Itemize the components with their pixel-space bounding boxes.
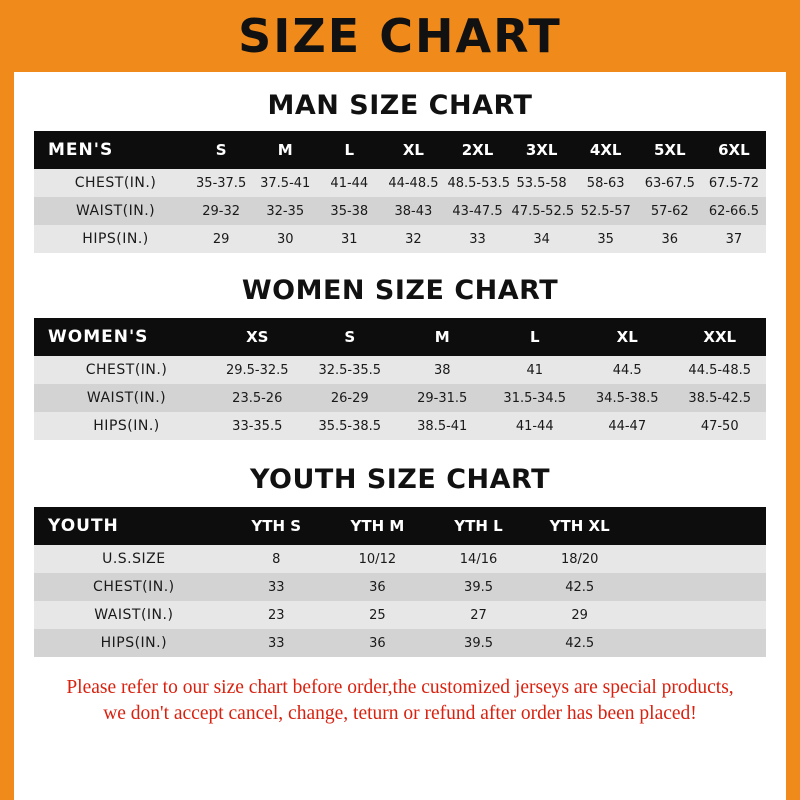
youth-corner-label: YOUTH — [34, 507, 226, 545]
man-chest-m: 37.5-41 — [253, 169, 317, 197]
women-hips-m: 38.5-41 — [396, 412, 488, 440]
women-row-label-chest: CHEST(IN.) — [34, 356, 211, 384]
youth-hips-m: 36 — [327, 629, 428, 657]
page-title: SIZE CHART — [238, 9, 562, 63]
man-hips-l: 31 — [317, 225, 381, 253]
youth-col-xl: YTH XL — [529, 507, 630, 545]
man-row-label-chest: CHEST(IN.) — [34, 169, 189, 197]
man-col-l: L — [317, 131, 381, 169]
youth-col-m: YTH M — [327, 507, 428, 545]
women-hips-xs: 33-35.5 — [211, 412, 303, 440]
table-row — [34, 601, 766, 629]
youth-table-body — [34, 545, 766, 657]
women-col-s: S — [304, 318, 396, 356]
youth-ussize-s: 8 — [226, 545, 327, 573]
women-col-xs: XS — [211, 318, 303, 356]
women-waist-l: 31.5-34.5 — [488, 384, 580, 412]
youth-col-s: YTH S — [226, 507, 327, 545]
man-corner-label: MEN'S — [34, 131, 189, 169]
man-waist-l: 35-38 — [317, 197, 381, 225]
section-youth — [34, 464, 766, 657]
youth-hips-spacer — [630, 629, 766, 657]
women-waist-xs: 23.5-26 — [211, 384, 303, 412]
youth-waist-l: 27 — [428, 601, 529, 629]
man-hips-m: 30 — [253, 225, 317, 253]
man-col-2xl: 2XL — [445, 131, 509, 169]
man-waist-xl: 38-43 — [381, 197, 445, 225]
youth-hips-xl: 42.5 — [529, 629, 630, 657]
women-waist-xl: 34.5-38.5 — [581, 384, 673, 412]
man-chest-4xl: 58-63 — [574, 169, 638, 197]
table-header-row — [34, 507, 766, 545]
youth-col-l: YTH L — [428, 507, 529, 545]
man-hips-2xl: 33 — [445, 225, 509, 253]
youth-hips-s: 33 — [226, 629, 327, 657]
man-waist-4xl: 52.5-57 — [574, 197, 638, 225]
man-chest-6xl: 67.5-72 — [702, 169, 766, 197]
man-col-5xl: 5XL — [638, 131, 702, 169]
man-size-table — [34, 131, 766, 253]
man-col-m: M — [253, 131, 317, 169]
footer-note-line-2: we don't accept cancel, change, teturn or refund after order has been placed! — [103, 703, 697, 725]
women-hips-l: 41-44 — [488, 412, 580, 440]
youth-table-header — [34, 507, 766, 545]
section-man — [34, 90, 766, 253]
man-hips-s: 29 — [189, 225, 253, 253]
women-hips-xl: 44-47 — [581, 412, 673, 440]
man-hips-xl: 32 — [381, 225, 445, 253]
man-chest-2xl: 48.5-53.5 — [445, 169, 509, 197]
youth-waist-xl: 29 — [529, 601, 630, 629]
women-col-l: L — [488, 318, 580, 356]
youth-ussize-l: 14/16 — [428, 545, 529, 573]
footer-note-line-1: Please refer to our size chart before order,the customized jerseys are special products, — [66, 677, 734, 698]
women-waist-xxl: 38.5-42.5 — [673, 384, 766, 412]
women-chest-s: 32.5-35.5 — [304, 356, 396, 384]
women-chest-l: 41 — [488, 356, 580, 384]
man-table-body — [34, 169, 766, 253]
man-waist-2xl: 43-47.5 — [445, 197, 509, 225]
youth-chest-m: 36 — [327, 573, 428, 601]
man-hips-3xl: 34 — [510, 225, 574, 253]
man-hips-4xl: 35 — [574, 225, 638, 253]
women-col-m: M — [396, 318, 488, 356]
table-row — [34, 545, 766, 573]
youth-row-label-ussize: U.S.SIZE — [34, 545, 226, 573]
women-hips-xxl: 47-50 — [673, 412, 766, 440]
youth-waist-m: 25 — [327, 601, 428, 629]
women-col-xl: XL — [581, 318, 673, 356]
man-hips-5xl: 36 — [638, 225, 702, 253]
youth-waist-s: 23 — [226, 601, 327, 629]
women-row-label-hips: HIPS(IN.) — [34, 412, 211, 440]
table-row — [34, 169, 766, 197]
table-row — [34, 225, 766, 253]
women-waist-s: 26-29 — [304, 384, 396, 412]
table-row — [34, 197, 766, 225]
youth-col-spacer — [630, 507, 766, 545]
man-waist-s: 29-32 — [189, 197, 253, 225]
section-title-youth: YOUTH SIZE CHART — [249, 464, 551, 495]
man-waist-5xl: 57-62 — [638, 197, 702, 225]
women-corner-label: WOMEN'S — [34, 318, 211, 356]
man-col-xl: XL — [381, 131, 445, 169]
table-header-row — [34, 318, 766, 356]
section-women — [34, 275, 766, 440]
man-col-s: S — [189, 131, 253, 169]
youth-row-label-hips: HIPS(IN.) — [34, 629, 226, 657]
women-table-header — [34, 318, 766, 356]
women-waist-m: 29-31.5 — [396, 384, 488, 412]
youth-chest-spacer — [630, 573, 766, 601]
section-title-women: WOMEN SIZE CHART — [241, 275, 559, 306]
man-chest-3xl: 53.5-58 — [510, 169, 574, 197]
women-chest-xxl: 44.5-48.5 — [673, 356, 766, 384]
women-col-xxl: XXL — [673, 318, 766, 356]
youth-row-label-waist: WAIST(IN.) — [34, 601, 226, 629]
women-chest-m: 38 — [396, 356, 488, 384]
women-chest-xs: 29.5-32.5 — [211, 356, 303, 384]
footer-note — [34, 675, 766, 728]
youth-ussize-m: 10/12 — [327, 545, 428, 573]
table-header-row — [34, 131, 766, 169]
table-row — [34, 573, 766, 601]
youth-chest-s: 33 — [226, 573, 327, 601]
content-area — [14, 90, 786, 728]
youth-size-table — [34, 507, 766, 657]
man-hips-6xl: 37 — [702, 225, 766, 253]
man-col-4xl: 4XL — [574, 131, 638, 169]
youth-chest-l: 39.5 — [428, 573, 529, 601]
table-row — [34, 412, 766, 440]
youth-waist-spacer — [630, 601, 766, 629]
man-waist-m: 32-35 — [253, 197, 317, 225]
youth-chest-xl: 42.5 — [529, 573, 630, 601]
man-col-6xl: 6XL — [702, 131, 766, 169]
man-chest-l: 41-44 — [317, 169, 381, 197]
youth-ussize-spacer — [630, 545, 766, 573]
man-table-header — [34, 131, 766, 169]
youth-row-label-chest: CHEST(IN.) — [34, 573, 226, 601]
section-title-man: MAN SIZE CHART — [267, 90, 533, 121]
table-row — [34, 384, 766, 412]
man-chest-5xl: 63-67.5 — [638, 169, 702, 197]
women-chest-xl: 44.5 — [581, 356, 673, 384]
table-row — [34, 629, 766, 657]
youth-ussize-xl: 18/20 — [529, 545, 630, 573]
man-row-label-hips: HIPS(IN.) — [34, 225, 189, 253]
youth-hips-l: 39.5 — [428, 629, 529, 657]
women-hips-s: 35.5-38.5 — [304, 412, 396, 440]
man-row-label-waist: WAIST(IN.) — [34, 197, 189, 225]
women-row-label-waist: WAIST(IN.) — [34, 384, 211, 412]
man-chest-xl: 44-48.5 — [381, 169, 445, 197]
man-chest-s: 35-37.5 — [189, 169, 253, 197]
women-size-table — [34, 318, 766, 440]
man-waist-6xl: 62-66.5 — [702, 197, 766, 225]
table-row — [34, 356, 766, 384]
header-banner — [14, 0, 786, 72]
women-table-body — [34, 356, 766, 440]
man-waist-3xl: 47.5-52.5 — [510, 197, 574, 225]
man-col-3xl: 3XL — [510, 131, 574, 169]
